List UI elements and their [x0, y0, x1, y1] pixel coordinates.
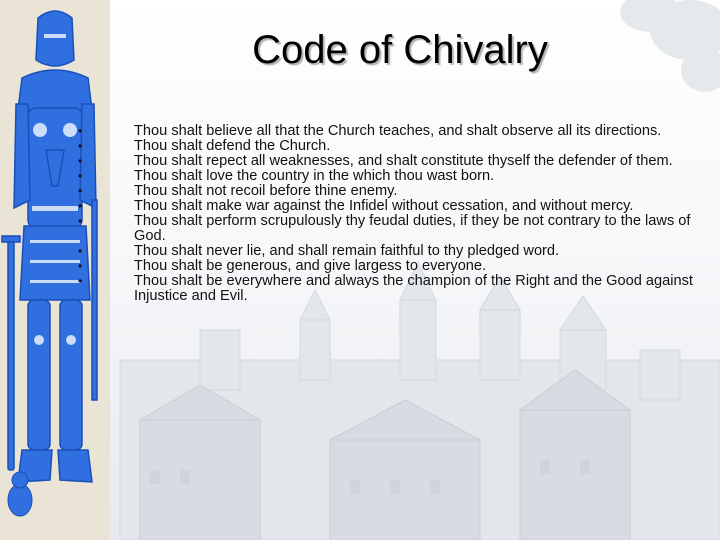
- bullet-marker: •: [78, 244, 83, 258]
- list-item: [78, 214, 718, 244]
- bullet-marker: •: [78, 139, 83, 153]
- chivalry-list: [78, 124, 718, 304]
- list-item-text: Thou shalt make war against the Infidel without cessation, and without mercy.: [134, 198, 634, 214]
- bullet-marker: •: [78, 259, 83, 273]
- bullet-marker: •: [78, 154, 83, 168]
- list-item: [78, 124, 718, 139]
- list-item-text: Thou shalt love the country in the which thou wast born.: [134, 168, 495, 184]
- bullet-marker: •: [78, 214, 83, 228]
- bullet-marker: •: [78, 124, 83, 138]
- list-item-text: Thou shalt repect all weaknesses, and shalt constitute thyself the defender of them.: [134, 153, 673, 169]
- list-item: [78, 244, 718, 259]
- list-item-text: Thou shalt defend the Church.: [134, 138, 331, 154]
- list-item: [78, 184, 718, 199]
- list-item-text: Thou shalt not recoil before thine enemy.: [134, 183, 398, 199]
- bullet-marker: •: [78, 169, 83, 183]
- list-item-text: Thou shalt never lie, and shall remain faithful to thy pledged word.: [134, 243, 560, 259]
- list-item-text: Thou shalt be everywhere and always the champion of the Right and the Good against Injustice and Evil.: [134, 273, 693, 304]
- list-item-text: Thou shalt believe all that the Church teaches, and shalt observe all its directions.: [134, 123, 662, 139]
- list-item-text: Thou shalt perform scrupulously thy feudal duties, if they be not contrary to the laws of God.: [134, 213, 691, 244]
- list-item: [78, 259, 718, 274]
- bullet-marker: •: [78, 199, 83, 213]
- list-item: [78, 274, 718, 304]
- slide-title: Code of Chivalry: [252, 28, 548, 72]
- list-item: [78, 199, 718, 214]
- bullet-marker: •: [78, 184, 83, 198]
- bullet-marker: •: [78, 274, 83, 288]
- list-item: [78, 169, 718, 184]
- list-item-text: Thou shalt be generous, and give largess to everyone.: [134, 258, 487, 274]
- list-item: [78, 139, 718, 154]
- list-item: [78, 154, 718, 169]
